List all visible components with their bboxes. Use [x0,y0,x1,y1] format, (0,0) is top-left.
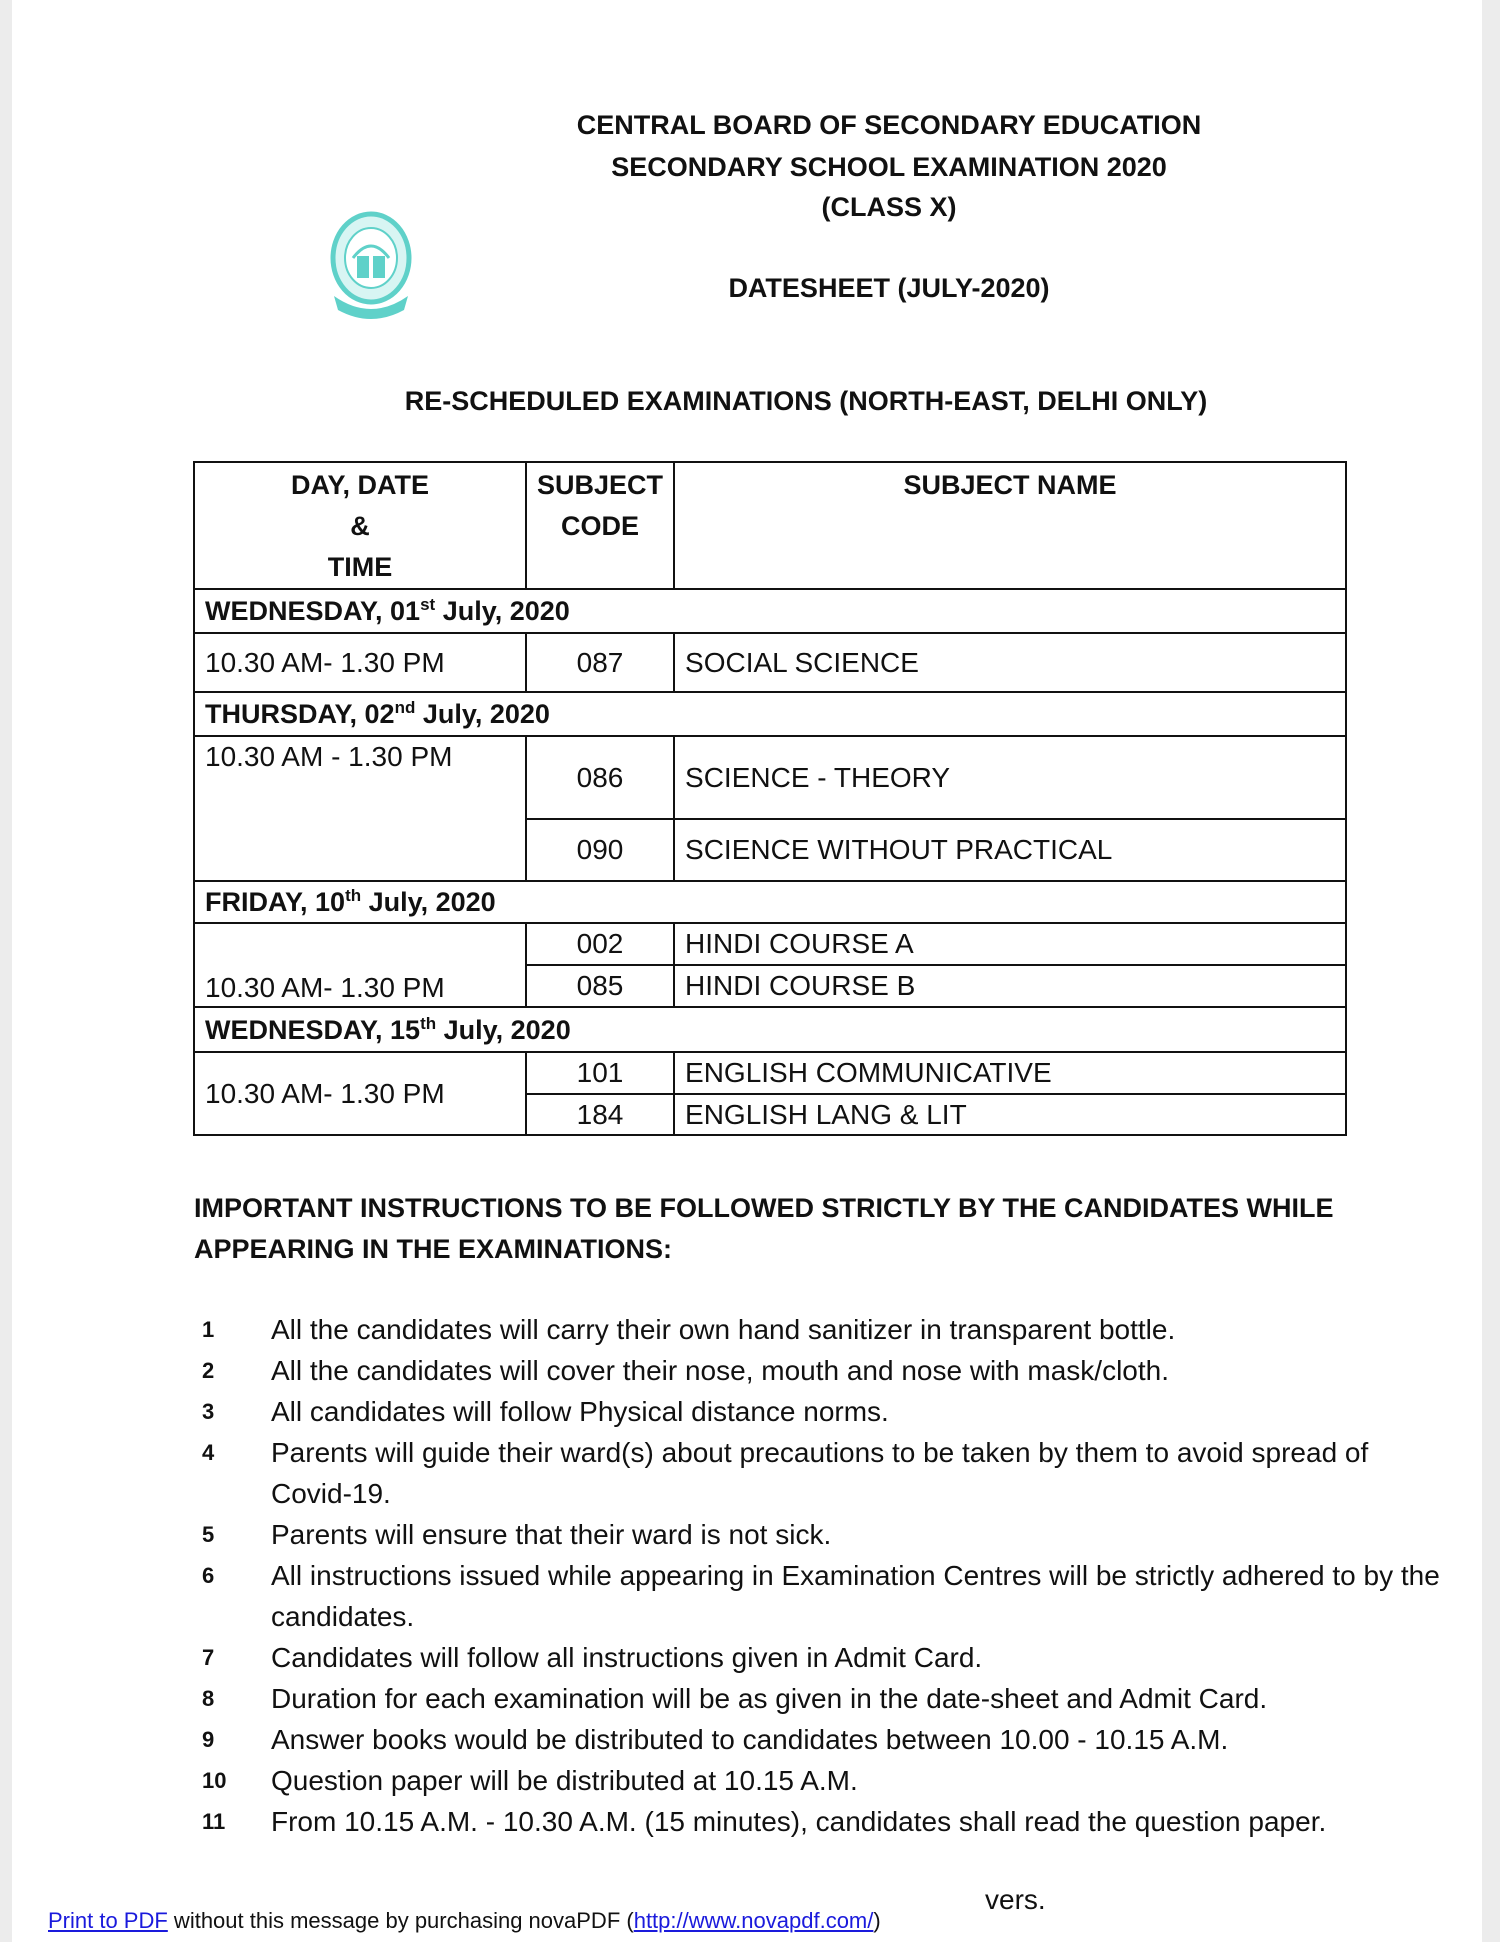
list-item: 6 All instructions issued while appearing in Examination Centres will be strictly adhered to by the candidates. [202,1560,1440,1632]
code-cell: 086 [526,736,674,819]
list-item: 8 Duration for each examination will be as given in the date-sheet and Admit Card. [202,1683,1268,1714]
list-item: 1 All the candidates will carry their own hand sanitizer in transparent bottle. [202,1314,1176,1345]
code-cell: 090 [526,819,674,881]
list-item: 10 Question paper will be distributed at 10.15 A.M. [202,1765,858,1796]
list-item: 4 Parents will guide their ward(s) about precautions to be taken by them to avoid spread of Covid-19. [202,1437,1369,1509]
time-cell: 10.30 AM- 1.30 PM [194,633,526,692]
cut-off-text: vers. [985,1884,1046,1915]
day-row: THURSDAY, 02nd July, 2020 [194,692,1346,736]
day-row: FRIDAY, 10th July, 2020 [194,881,1346,923]
header-subtitle: RE-SCHEDULED EXAMINATIONS (NORTH-EAST, DELHI ONLY) [404,386,1208,416]
document-page [12,0,1482,1942]
col-header-code: SUBJECT CODE [526,462,674,589]
subject-cell: HINDI COURSE A [674,923,1346,965]
header-exam: SECONDARY SCHOOL EXAMINATION 2020 [611,152,1167,182]
footer-text: without this message by purchasing novaPDF ( [167,1908,634,1933]
list-item: 2 All the candidates will cover their nose, mouth and nose with mask/cloth. [202,1355,1170,1386]
cbse-logo-icon [328,210,414,322]
code-cell: 087 [526,633,674,692]
day-row: WEDNESDAY, 01st July, 2020 [194,589,1346,633]
code-cell: 184 [526,1094,674,1135]
novapdf-url-link[interactable]: http://www.novapdf.com/ [633,1908,874,1933]
subject-cell: ENGLISH LANG & LIT [674,1094,1346,1135]
table-row [194,923,1346,965]
time-cell: 10.30 AM- 1.30 PM [194,923,526,1007]
header-board: CENTRAL BOARD OF SECONDARY EDUCATION [576,110,1202,140]
subject-cell: SCIENCE WITHOUT PRACTICAL [674,819,1346,881]
novapdf-footer [48,1908,881,1934]
print-to-pdf-link[interactable]: Print to PDF [48,1908,168,1933]
col-header-day: DAY, DATE & TIME [194,462,526,589]
col-header-name: SUBJECT NAME [674,462,1346,589]
subject-cell: SCIENCE - THEORY [674,736,1346,819]
code-cell: 002 [526,923,674,965]
list-item: 9 Answer books would be distributed to candidates between 10.00 - 10.15 A.M. [202,1724,1229,1755]
instructions-heading: IMPORTANT INSTRUCTIONS TO BE FOLLOWED STRICTLY BY THE CANDIDATES WHILE APPEARING IN THE EXAMINATIONS: [194,1193,1334,1264]
subject-cell: ENGLISH COMMUNICATIVE [674,1052,1346,1094]
table-row [194,1052,1346,1094]
header-datesheet: DATESHEET (JULY-2020) [728,273,1050,303]
code-cell: 101 [526,1052,674,1094]
code-cell: 085 [526,965,674,1007]
subject-cell: HINDI COURSE B [674,965,1346,1007]
list-item: 11 From 10.15 A.M. - 10.30 A.M. (15 minutes), candidates shall read the question paper. [202,1806,1327,1837]
day-row: WEDNESDAY, 15th July, 2020 [194,1007,1346,1052]
table-row [194,633,1346,692]
subject-cell: SOCIAL SCIENCE [674,633,1346,692]
list-item: 5 Parents will ensure that their ward is not sick. [202,1519,832,1550]
header-class: (CLASS X) [821,192,957,222]
list-item: 3 All candidates will follow Physical distance norms. [202,1396,889,1427]
datesheet-table [193,461,1347,1136]
list-item: 7 Candidates will follow all instructions given in Admit Card. [202,1642,983,1673]
footer-paren: ) [873,1908,881,1933]
time-cell: 10.30 AM- 1.30 PM [194,1052,526,1135]
time-cell: 10.30 AM - 1.30 PM [194,736,526,881]
table-row [194,736,1346,819]
